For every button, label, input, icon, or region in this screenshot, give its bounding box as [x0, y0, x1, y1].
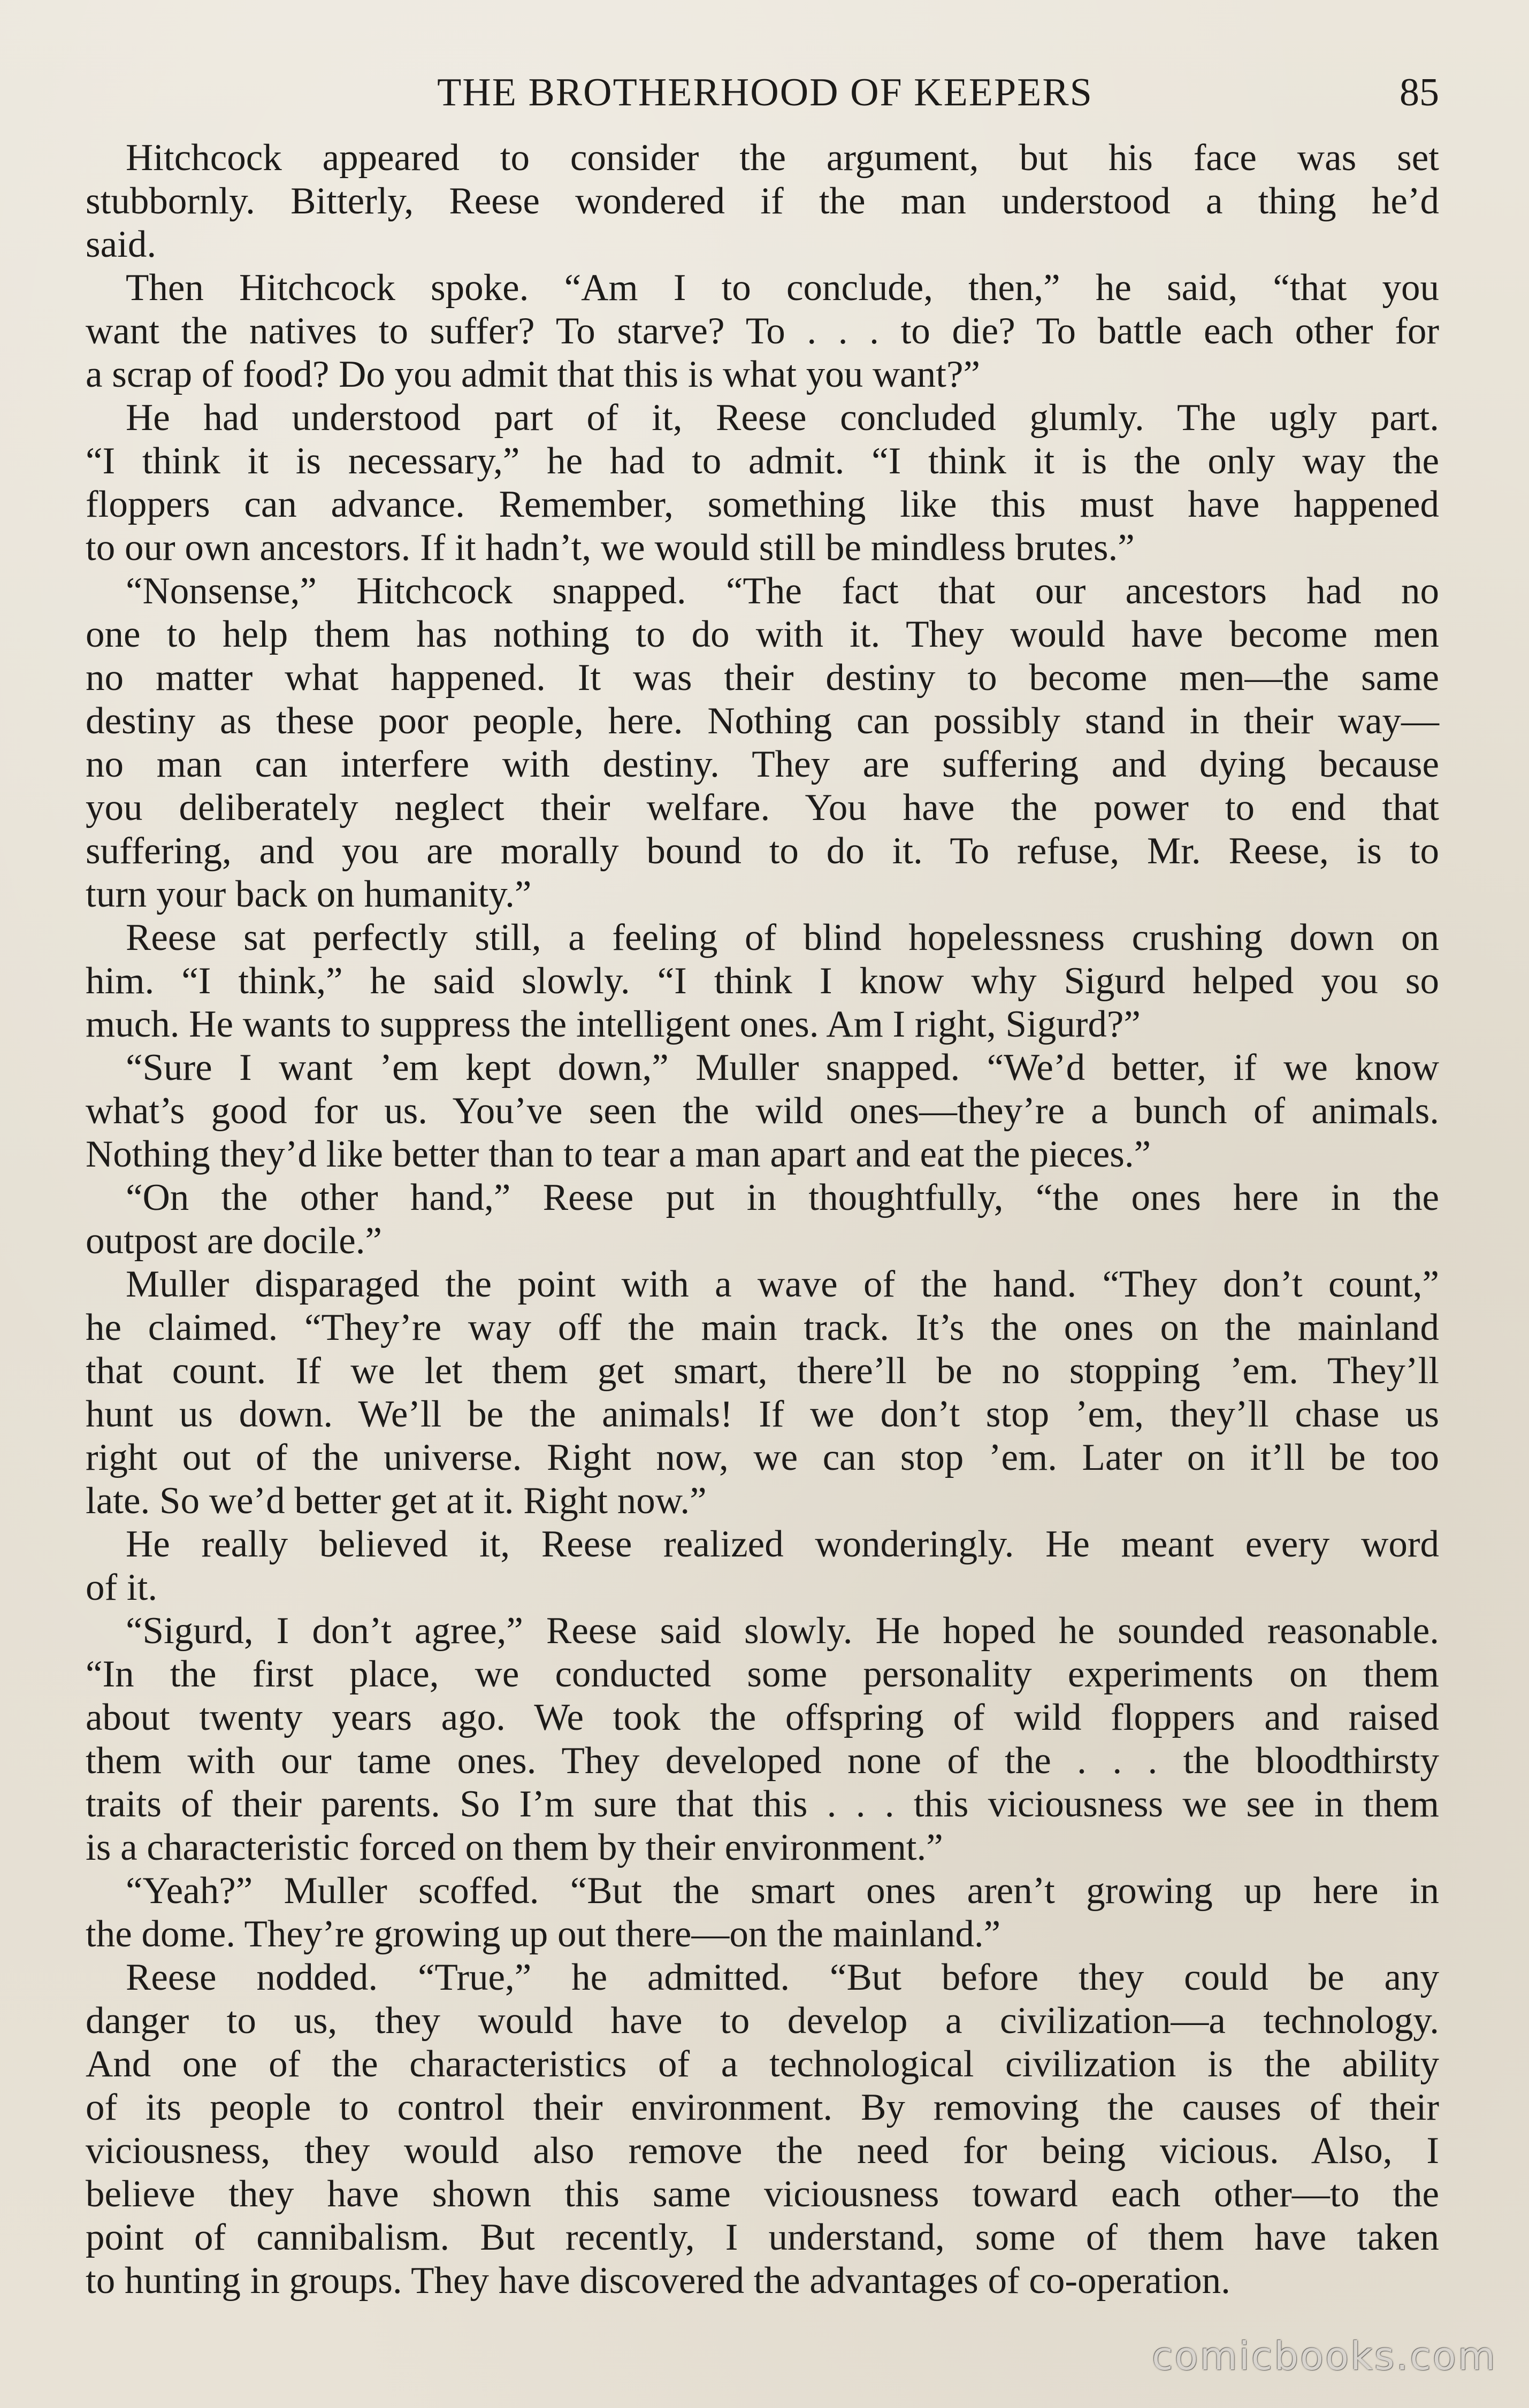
watermark-logo: comicbooks.com: [1151, 2334, 1497, 2379]
body-text: [86, 136, 1439, 2302]
text-line: of its people to control their environment. By removing the causes of their: [86, 2087, 1439, 2128]
text-line: He really believed it, Reese realized wonderingly. He meant every word: [126, 1523, 1439, 1565]
paragraph: [86, 266, 1439, 396]
paragraph: [86, 1046, 1439, 1176]
paragraph: [86, 1523, 1439, 1609]
text-line: “Nonsense,” Hitchcock snapped. “The fact that our ancestors had no: [126, 570, 1439, 612]
text-line: want the natives to suffer? To starve? To . . . to die? To battle each other for: [86, 310, 1439, 352]
paragraph: [86, 396, 1439, 570]
paragraph: [86, 1176, 1439, 1263]
text-line: him. “I think,” he said slowly. “I think I know why Sigurd helped you so: [86, 960, 1439, 1002]
paragraph: [86, 1869, 1439, 1956]
text-line: right out of the universe. Right now, we can stop ’em. Later on it’ll be too: [86, 1437, 1439, 1478]
text-line: much. He wants to suppress the intelligent ones. Am I right, Sigurd?”: [86, 1003, 1141, 1045]
text-line: viciousness, they would also remove the need for being vicious. Also, I: [86, 2130, 1439, 2172]
text-line: “Sure I want ’em kept down,” Muller snapped. “We’d better, if we know: [126, 1047, 1439, 1088]
paragraph: [86, 1609, 1439, 1869]
text-line: Nothing they’d like better than to tear a man apart and eat the pieces.”: [86, 1133, 1151, 1175]
text-line: a scrap of food? Do you admit that this is what you want?”: [86, 354, 981, 395]
text-line: the dome. They’re growing up out there—on the mainland.”: [86, 1913, 1001, 1955]
text-line: “In the first place, we conducted some personality experiments on them: [86, 1653, 1439, 1695]
text-line: late. So we’d better get at it. Right now.”: [86, 1480, 707, 1522]
paragraph: [86, 916, 1439, 1046]
text-line: to hunting in groups. They have discovered the advantages of co-operation.: [86, 2260, 1230, 2302]
paragraph: [86, 570, 1439, 916]
text-line: suffering, and you are morally bound to do it. To refuse, Mr. Reese, is to: [86, 830, 1439, 872]
text-line: Then Hitchcock spoke. “Am I to conclude, then,” he said, “that you: [126, 267, 1439, 309]
text-line: Reese sat perfectly still, a feeling of blind hopelessness crushing down on: [126, 917, 1439, 958]
text-line: that count. If we let them get smart, there’ll be no stopping ’em. They’ll: [86, 1350, 1439, 1392]
page-number: 85: [1400, 71, 1439, 114]
text-line: point of cannibalism. But recently, I understand, some of them have taken: [86, 2217, 1439, 2258]
text-line: Muller disparaged the point with a wave of the hand. “They don’t count,”: [126, 1263, 1439, 1305]
text-line: “Sigurd, I don’t agree,” Reese said slowly. He hoped he sounded reasonable.: [126, 1610, 1439, 1652]
paragraph: [86, 1956, 1439, 2303]
text-line: “I think it is necessary,” he had to admit. “I think it is the only way the: [86, 440, 1439, 482]
text-line: Hitchcock appeared to consider the argument, but his face was set: [126, 137, 1439, 179]
text-line: said.: [86, 224, 157, 265]
text-line: outpost are docile.”: [86, 1220, 382, 1262]
text-line: believe they have shown this same viciousness toward each other—to the: [86, 2173, 1439, 2215]
paragraph: [86, 136, 1439, 266]
text-line: turn your back on humanity.”: [86, 873, 532, 915]
text-line: what’s good for us. You’ve seen the wild ones—they’re a bunch of animals.: [86, 1090, 1439, 1132]
text-line: one to help them has nothing to do with it. They would have become men: [86, 613, 1439, 655]
text-line: to our own ancestors. If it hadn’t, we would still be mindless brutes.”: [86, 527, 1135, 569]
text-line: them with our tame ones. They developed none of the . . . the bloodthirsty: [86, 1740, 1439, 1782]
text-line: traits of their parents. So I’m sure that this . . . this viciousness we see in them: [86, 1783, 1439, 1825]
text-line: he claimed. “They’re way off the main track. It’s the ones on the mainland: [86, 1307, 1439, 1348]
text-line: stubbornly. Bitterly, Reese wondered if the man understood a thing he’d: [86, 180, 1439, 222]
text-line: He had understood part of it, Reese concluded glumly. The ugly part.: [126, 397, 1439, 439]
text-line: no matter what happened. It was their destiny to become men—the same: [86, 657, 1439, 699]
text-line: floppers can advance. Remember, something like this must have happened: [86, 484, 1439, 525]
text-line: no man can interfere with destiny. They are suffering and dying because: [86, 743, 1439, 785]
running-title: THE BROTHERHOOD OF KEEPERS: [437, 71, 1093, 114]
text-line: “Yeah?” Muller scoffed. “But the smart ones aren’t growing up here in: [126, 1870, 1439, 1912]
text-line: of it.: [86, 1567, 158, 1608]
text-line: hunt us down. We’ll be the animals! If we don’t stop ’em, they’ll chase us: [86, 1393, 1439, 1435]
text-line: destiny as these poor people, here. Nothing can possibly stand in their way—: [86, 700, 1439, 742]
text-line: Reese nodded. “True,” he admitted. “But before they could be any: [126, 1957, 1439, 1998]
text-line: is a characteristic forced on them by their environment.”: [86, 1827, 943, 1868]
page-header: [91, 63, 1439, 122]
text-line: And one of the characteristics of a technological civilization is the ability: [86, 2043, 1439, 2085]
paragraph: [86, 1263, 1439, 1523]
text-line: danger to us, they would have to develop a civilization—a technology.: [86, 2000, 1439, 2042]
text-line: “On the other hand,” Reese put in thoughtfully, “the ones here in the: [126, 1177, 1439, 1218]
text-line: about twenty years ago. We took the offspring of wild floppers and raised: [86, 1697, 1439, 1738]
text-line: you deliberately neglect their welfare. You have the power to end that: [86, 787, 1439, 829]
